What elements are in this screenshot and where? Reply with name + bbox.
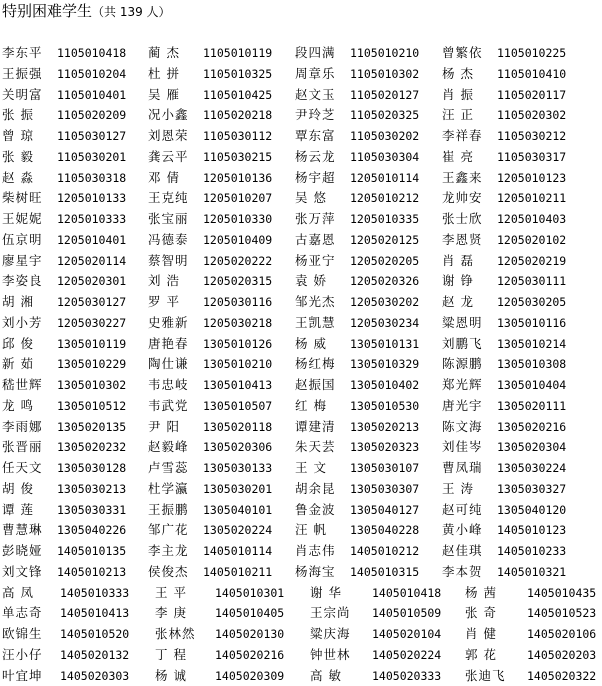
student-name: 邓 倩 [148,169,180,185]
student-name: 邹广花 [148,522,189,538]
student-id: 1305030133 [203,461,273,475]
student-id: 1105010401 [57,87,127,102]
student-name: 赵文玉 [295,86,336,102]
student-name: 粱恩明 [442,314,483,330]
student-id: 1405020132 [60,647,130,662]
student-id: 1305010229 [57,357,127,372]
student-id: 1205020315 [203,274,273,289]
student-name: 肖 磊 [442,252,474,268]
student-name: 古嘉恩 [295,231,336,247]
student-row [0,624,602,645]
student-name: 伍京明 [2,231,43,247]
student-name: 鲁金波 [295,501,336,517]
student-id: 1205030218 [203,315,273,330]
student-name: 胡 俊 [2,480,34,496]
student-id: 1205020326 [350,274,420,289]
student-name: 段四满 [295,45,336,60]
student-id: 1105010204 [57,66,127,81]
student-id: 1405010213 [57,564,127,579]
student-name: 任天文 [2,460,43,475]
student-name: 李本贺 [442,563,483,579]
student-id: 1105020209 [57,108,127,123]
student-list [0,43,602,686]
student-name: 覃东富 [295,128,336,143]
student-name: 彭晓娅 [2,543,43,558]
student-row [0,666,602,686]
student-name: 胡 湘 [2,294,34,309]
student-name: 李东平 [2,45,43,60]
title-main: 特别困难学生 [2,2,93,20]
student-name: 谭 莲 [2,501,34,517]
student-id: 1105020302 [497,108,567,123]
student-id: 1405020309 [215,668,285,683]
student-id: 1105030317 [497,149,567,164]
student-row [0,500,602,521]
student-name: 龙 鸣 [2,397,34,413]
student-id: 1205030116 [203,295,273,309]
student-name: 刘小芳 [2,314,43,330]
student-name: 冯德泰 [148,231,189,247]
student-id: 1405010520 [60,627,130,641]
title-count: （共 139 人） [92,5,171,19]
student-id: 1305020232 [57,440,127,455]
student-name: 曹凤瑞 [442,460,483,475]
student-id: 1305040226 [57,523,127,538]
student-name: 杨云龙 [295,148,336,164]
student-id: 1305010119 [57,336,127,351]
student-id: 1205020205 [350,253,420,268]
student-name: 龚云平 [148,148,189,164]
student-name: 胡余昆 [295,480,336,496]
student-row [0,603,602,624]
student-id: 1305010131 [350,336,420,351]
student-name: 赵佳琪 [442,543,483,558]
student-id: 1405010435 [527,585,597,600]
student-name: 杨 茜 [465,584,497,600]
student-id: 1105030304 [350,149,420,164]
student-id: 1305020224 [203,523,273,538]
student-name: 郑光辉 [442,377,483,392]
student-row [0,147,602,168]
student-name: 张 奇 [465,605,497,621]
student-name: 罗 平 [148,294,180,309]
student-name: 陶仕谦 [148,356,189,372]
student-id: 1205010207 [203,191,273,206]
student-id: 1105030127 [57,129,127,143]
student-id: 1205010211 [497,191,567,206]
student-name: 谭建清 [295,418,336,434]
student-id: 1405010123 [497,523,567,538]
student-id: 1105030202 [350,129,420,143]
student-name: 杨 杰 [442,65,474,81]
student-id: 1105010119 [203,46,273,60]
student-name: 赵毅峰 [148,439,189,455]
student-id: 1405010321 [497,564,567,579]
student-name: 王振鹏 [148,501,189,517]
student-name: 吴 悠 [295,190,327,206]
student-row [0,645,602,666]
student-name: 袁 娇 [295,273,327,289]
student-name: 丁 程 [155,646,187,662]
student-name: 嵇世辉 [2,377,43,392]
student-id: 1405020104 [372,627,442,641]
student-id: 1105010418 [57,46,127,60]
student-name: 杨亚宁 [295,252,336,268]
student-name: 韦忠岐 [148,377,189,392]
student-id: 1305030201 [203,481,273,496]
student-id: 1105010410 [497,66,567,81]
student-id: 1305010530 [350,398,420,413]
student-id: 1305040120 [497,502,567,517]
student-id: 1305010210 [203,357,273,372]
student-name: 唐艳春 [148,335,189,351]
student-id: 1105010225 [497,46,567,60]
student-id: 1305020213 [350,419,420,434]
student-name: 欧锦生 [2,626,43,641]
student-name: 曾繁依 [442,45,483,60]
student-name: 李 庚 [155,605,187,621]
student-id: 1305020323 [350,440,420,455]
student-name: 杜学瀛 [148,480,189,496]
student-id: 1305010302 [57,378,127,392]
student-name: 刘鹏飞 [442,335,483,351]
student-name: 杨红梅 [295,356,336,372]
student-id: 1405010114 [203,544,273,558]
student-id: 1205010403 [497,212,567,226]
student-id: 1305030107 [350,461,420,475]
student-name: 尹 阳 [148,418,180,434]
student-name: 张万萍 [295,211,336,226]
student-name: 王 平 [155,584,187,600]
student-id: 1205010212 [350,191,420,206]
student-name: 张 毅 [2,148,34,164]
student-name: 张 振 [2,107,34,123]
student-name: 龙帅安 [442,190,483,206]
student-name: 钟世林 [310,646,351,662]
student-name: 史雅新 [148,314,189,330]
student-id: 1305030327 [497,481,567,496]
student-id: 1305010329 [350,357,420,372]
student-name: 李恩贤 [442,231,483,247]
student-id: 1105010210 [350,46,420,60]
student-row [0,437,602,458]
student-id: 1405010333 [60,585,130,600]
student-name: 王 文 [295,460,327,475]
student-id: 1405010413 [60,606,130,621]
student-name: 王凯慧 [295,314,336,330]
student-name: 朱天芸 [295,439,336,455]
student-id: 1205020125 [350,232,420,247]
student-id: 1105030112 [203,129,273,143]
student-id: 1205030202 [350,295,420,309]
student-name: 叶宜坤 [2,667,43,683]
student-id: 1405010212 [350,544,420,558]
student-id: 1205030234 [350,315,420,330]
student-name: 谢 华 [310,584,342,600]
student-id: 1105030215 [203,149,273,164]
student-id: 1405020333 [372,668,442,683]
student-row [0,292,602,313]
student-name: 刘佳岑 [442,439,483,455]
student-row [0,43,602,64]
student-name: 张士欣 [442,211,483,226]
student-id: 1305010116 [497,315,567,330]
student-id: 1405010418 [372,585,442,600]
student-name: 韦武党 [148,397,189,413]
student-id: 1305030224 [497,461,567,475]
student-name: 李雨娜 [2,418,43,434]
student-name: 廖星宇 [2,252,43,268]
student-name: 蔡智明 [148,252,189,268]
student-name: 杨海宝 [295,563,336,579]
student-row [0,126,602,147]
student-id: 1205030127 [57,295,127,309]
student-row [0,583,602,604]
student-id: 1305010214 [497,336,567,351]
student-id: 1305030307 [350,481,420,496]
student-name: 赵可纯 [442,501,483,517]
student-id: 1105010302 [350,66,420,81]
student-id: 1305030128 [57,461,127,475]
student-id: 1205010114 [350,170,420,185]
student-name: 王 涛 [442,480,474,496]
student-name: 新 茹 [2,356,34,372]
student-id: 1405020224 [372,647,442,662]
student-id: 1105010425 [203,87,273,102]
student-id: 1405020216 [215,647,285,662]
student-name: 李祥春 [442,128,483,143]
student-id: 1405010301 [215,585,285,600]
student-name: 邹光杰 [295,294,336,309]
student-id: 1405020203 [527,647,597,662]
student-row [0,168,602,189]
student-id: 1105020127 [350,87,420,102]
student-id: 1105030201 [57,149,127,164]
student-name: 谢 铮 [442,273,474,289]
student-row [0,417,602,438]
student-id: 1205010409 [203,232,273,247]
student-name: 陈文海 [442,418,483,434]
student-name: 王克纯 [148,190,189,206]
student-id: 1305040127 [350,502,420,517]
student-name: 唐光宇 [442,397,483,413]
student-name: 刘 浩 [148,273,180,289]
student-id: 1405020106 [527,627,597,641]
student-name: 张林然 [155,626,196,641]
student-id: 1305010308 [497,357,567,372]
student-id: 1405020322 [527,668,597,683]
student-name: 张迪飞 [465,667,506,683]
student-name: 汪小仔 [2,646,43,662]
student-id: 1205020301 [57,274,127,289]
student-name: 红 梅 [295,397,327,413]
student-id: 1305020111 [497,398,567,413]
student-row [0,458,602,479]
student-row [0,334,602,355]
student-name: 刘文锋 [2,563,43,579]
student-name: 吴 雁 [148,86,180,102]
student-id: 1305040101 [203,502,273,517]
student-id: 1405010135 [57,544,127,558]
student-name: 卢雪蕊 [148,460,189,475]
student-name: 王振强 [2,65,43,81]
student-id: 1105020218 [203,108,273,123]
student-name: 侯俊杰 [148,563,189,579]
student-id: 1205020222 [203,253,273,268]
student-id: 1205010123 [497,170,567,185]
student-row [0,479,602,500]
student-id: 1205010401 [57,232,127,247]
student-row [0,251,602,272]
student-id: 1305040228 [350,523,420,538]
student-name: 赵 淼 [2,169,34,185]
student-id: 1305020304 [497,440,567,455]
student-row [0,85,602,106]
student-name: 李姿良 [2,273,43,289]
student-id: 1105030318 [57,170,127,185]
student-row [0,541,602,562]
student-id: 1205020102 [497,232,567,247]
student-name: 汪 帆 [295,522,327,538]
student-id: 1305010507 [203,398,273,413]
student-row [0,562,602,583]
student-id: 1305010512 [57,398,127,413]
student-id: 1305010402 [350,378,420,392]
student-name: 刘恩荣 [148,128,189,143]
student-id: 1105020117 [497,87,567,102]
student-id: 1205030205 [497,295,567,309]
student-name: 单志奇 [2,605,43,621]
student-id: 1105030212 [497,129,567,143]
student-name: 关明富 [2,86,43,102]
student-row [0,396,602,417]
student-id: 1105010325 [203,66,273,81]
student-row [0,271,602,292]
student-id: 1205010136 [203,170,273,185]
student-row [0,375,602,396]
student-id: 1305030213 [57,481,127,496]
student-id: 1205010333 [57,212,127,226]
student-name: 曾 琼 [2,128,34,143]
student-id: 1205010330 [203,212,273,226]
student-row [0,230,602,251]
student-name: 陈源鹏 [442,356,483,372]
student-id: 1305010413 [203,378,273,392]
student-name: 曹慧琳 [2,522,43,538]
student-id: 1405010233 [497,544,567,558]
student-name: 张宝丽 [148,211,189,226]
student-id: 1205030111 [497,274,567,289]
student-name: 杨 诚 [155,667,187,683]
student-id: 1305010404 [497,378,567,392]
student-id: 1205020114 [57,253,127,268]
student-name: 汪 正 [442,107,474,123]
student-row [0,209,602,230]
student-name: 蔺 杰 [148,45,180,60]
student-name: 崔 亮 [442,148,474,164]
student-id: 1305020135 [57,419,127,434]
student-id: 1405010405 [215,606,285,621]
student-name: 肖志伟 [295,543,336,558]
student-name: 李主龙 [148,543,189,558]
student-name: 王鑫来 [442,169,483,185]
student-row [0,313,602,334]
student-name: 黄小峰 [442,522,483,538]
student-id: 1305030331 [57,502,127,517]
student-name: 柴树旺 [2,190,43,206]
student-id: 1205030227 [57,315,127,330]
student-name: 赵振国 [295,377,336,392]
student-name: 粱庆海 [310,626,351,641]
student-id: 1205020219 [497,253,567,268]
student-id: 1205010335 [350,212,420,226]
student-id: 1305020216 [497,419,567,434]
student-id: 1205010133 [57,191,127,206]
student-name: 王妮妮 [2,211,43,226]
student-id: 1305020118 [203,419,273,434]
student-name: 杜 拼 [148,65,180,81]
student-name: 邱 俊 [2,335,34,351]
student-row [0,105,602,126]
student-name: 杨宇超 [295,169,336,185]
student-id: 1405010211 [203,564,273,579]
student-row [0,188,602,209]
student-name: 尹玲芝 [295,107,336,123]
document-title [2,1,171,22]
student-id: 1105020325 [350,108,420,123]
student-id: 1405020130 [215,627,285,641]
student-name: 王宗尚 [310,605,351,621]
student-row [0,354,602,375]
student-name: 况小鑫 [148,107,189,123]
student-name: 杨 威 [295,335,327,351]
student-id: 1405010315 [350,564,420,579]
student-name: 肖 健 [465,626,497,641]
student-name: 赵 龙 [442,294,474,309]
student-row [0,520,602,541]
student-name: 周章乐 [295,65,336,81]
student-id: 1405010523 [527,606,597,621]
student-name: 肖 振 [442,86,474,102]
student-name: 郭 花 [465,646,497,662]
student-name: 高 敏 [310,667,342,683]
student-id: 1305020306 [203,440,273,455]
student-id: 1405020303 [60,668,130,683]
student-name: 张晋丽 [2,439,43,455]
student-id: 1405010509 [372,606,442,621]
student-id: 1305010126 [203,336,273,351]
student-row [0,64,602,85]
student-name: 高 凤 [2,584,34,600]
